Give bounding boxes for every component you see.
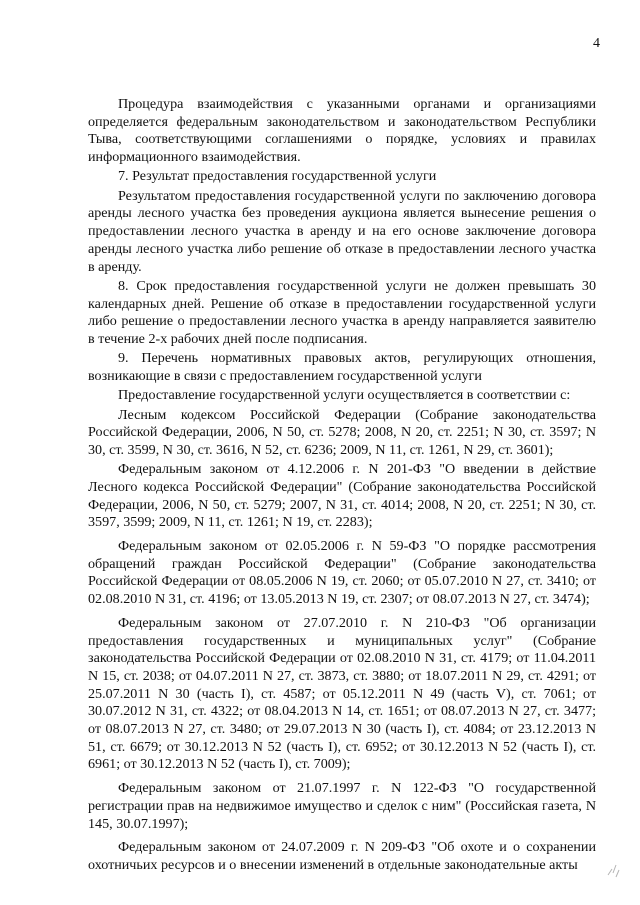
paragraph-legal-basis-intro: Предоставление государственной услуги осуществляется в соответствии с: <box>118 387 571 404</box>
section-9-heading: 9. Перечень нормативных правовых актов, регулирующих отношения, возникающие в связи с предоставлением государственной услуги <box>88 350 596 384</box>
paragraph-law-59: Федеральным законом от 02.05.2006 г. N 59-ФЗ "О порядке рассмотрения обращений граждан Российской Федерации" (Собрание законодательства Российской Федерации от 08.05.2006 N 19, ст. 2060; от 05.07.2010 N 27, ст. 3410; от 02.08.2010 N 31, ст. 4196; от 13.05.2013 N 19, ст. 2307; от 08.07.2013 N 27, ст. 3474); <box>88 538 596 608</box>
page-number: 4 <box>593 36 600 51</box>
paragraph-service-deadline: 8. Срок предоставления государственной услуги не должен превышать 30 календарных дней. Решение об отказе в предоставлении государственной услуги либо решение о предоставлении лесного участка в аренду направляется заявителю в течение 2-х рабочих дней после подписания. <box>88 277 596 347</box>
paragraph-service-result: Результатом предоставления государственной услуги по заключению договора аренды лесного участка без проведения аукциона является вынесение решения о предоставлении лесного участка в аренду и на его основе заключение договора аренды лесного участка либо решение об отказе в предоставлении лесного участка в аренду. <box>88 187 596 275</box>
paragraph-law-122: Федеральным законом от 21.07.1997 г. N 122-ФЗ "О государственной регистрации прав на недвижимое имущество и сделок с ним" (Российская газета, N 145, 30.07.1997); <box>88 780 596 832</box>
scan-mark-icon <box>604 853 622 881</box>
document-body <box>88 96 596 876</box>
paragraph-law-209: Федеральным законом от 24.07.2009 г. N 209-ФЗ "Об охоте и о сохранении охотничьих ресурсов и о внесении изменений в отдельные законодательные акты <box>88 839 596 873</box>
paragraph-law-201: Федеральным законом от 4.12.2006 г. N 201-ФЗ "О введении в действие Лесного кодекса Российской Федерации" (Собрание законодательства Российской Федерации, 2006, N 50, ст. 5279; 2007, N 31, ст. 4014; 2008, N 20, ст. 2251; N 30, ст. 3597, 3599; 2009, N 11, ст. 1261; N 19, ст. 2283); <box>88 461 596 531</box>
section-7-heading: 7. Результат предоставления государственной услуги <box>118 168 437 185</box>
paragraph-interaction-procedure: Процедура взаимодействия с указанными органами и организациями определяется федеральным законодательством и законодательством Республики Тыва, соответствующими соглашениями о порядке, условиях и правилах информационного взаимодействия. <box>88 96 596 166</box>
paragraph-forest-code: Лесным кодексом Российской Федерации (Собрание законодательства Российской Федерации, 2006, N 50, ст. 5278; 2008, N 20, ст. 2251; N 30, ст. 3597; N 30, ст. 3599, N 30, ст. 3616, N 52, ст. 6236; 2009, N 11, ст. 1261, N 29, ст. 3601); <box>88 406 596 458</box>
paragraph-law-210: Федеральным законом от 27.07.2010 г. N 210-ФЗ "Об организации предоставления государственных и муниципальных услуг" (Собрание законодательства Российской Федерации от 02.08.2010 N 31, ст. 4179; от 11.04.2011 N 15, ст. 2038; от 04.07.2011 N 27, ст. 3873, ст. 3880; от 18.07.2011 N 29, ст. 4291; от 25.07.2011 N 30 (часть I), ст. 4587; от 05.12.2011 N 49 (часть V), ст. 7061; от 30.07.2012 N 31, ст. 4322; от 08.04.2013 N 14, ст. 1651; от 08.07.2013 N 27, ст. 3477; от 08.07.2013 N 27, ст. 3480; от 29.07.2013 N 30 (часть I), ст. 4084; от 23.12.2013 N 51, ст. 6679; от 30.12.2013 N 52 (часть I), ст. 6952; от 30.12.2013 N 52 (часть I), ст. 6961; от 30.12.2013 N 52 (часть I), ст. 7009); <box>88 614 596 773</box>
